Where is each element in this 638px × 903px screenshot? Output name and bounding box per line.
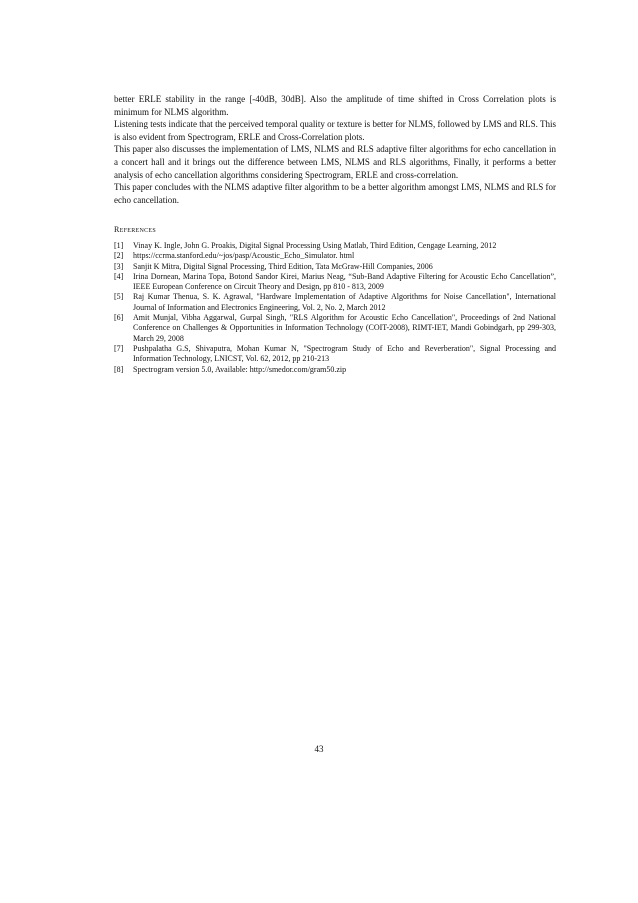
reference-number: [1]: [114, 241, 124, 250]
reference-number: [3]: [114, 261, 124, 271]
reference-text: Raj Kumar Thenua, S. K. Agrawal, "Hardware Implementation of Adaptive Algorithms for Noise Cancellation", International Journal of Information and Electronics Engineering, Vol. 2, No. 2, March 2012: [133, 292, 556, 312]
paragraph: This paper also discusses the implementation of LMS, NLMS and RLS adaptive filter algorithms for echo cancellation in a concert hall and it brings out the difference between LMS, NLMS and RLS algorithms, Finally, it performs a better analysis of echo cancellation algorithms considering Spectrogram, ERLE and cross-correlation.: [114, 144, 556, 180]
reference-item: [114, 292, 556, 313]
page-number: 43: [314, 744, 324, 754]
reference-text: Vinay K. Ingle, John G. Proakis, Digital Signal Processing Using Matlab, Third Edition, Cengage Learning, 2012: [133, 241, 497, 250]
reference-text: Irina Dornean, Marina Topa, Botond Sandor Kirei, Marius Neag, “Sub-Band Adaptive Filtering for Acoustic Echo Cancellation”, IEEE European Conference on Circuit Theory and Design, pp 810 - 813, 2009: [133, 271, 556, 292]
reference-item: [114, 313, 556, 344]
paragraph: This paper concludes with the NLMS adaptive filter algorithm to be a better algorithm amongst LMS, NLMS and RLS for echo cancellation.: [114, 182, 556, 205]
reference-number: [6]: [114, 313, 124, 323]
paragraph: better ERLE stability in the range [-40dB, 30dB]. Also the amplitude of time shifted in Cross Correlation plots is minimum for NLMS algorithm.: [114, 94, 556, 117]
references-list: [114, 241, 556, 375]
reference-text: Spectrogram version 5.0, Available: http://smedor.com/gram50.zip: [133, 364, 347, 374]
reference-text: Sanjit K Mitra, Digital Signal Processing, Third Edition, Tata McGraw-Hill Companies, 2006: [133, 261, 433, 271]
reference-number: [4]: [114, 271, 124, 281]
reference-text: Pushpalatha G.S, Shivaputra, Mohan Kumar N, "Spectrogram Study of Echo and Reverberation", Signal Processing and Information Technology, LNICST, Vol. 62, 2012, pp 210-213: [133, 343, 556, 364]
reference-item: [114, 344, 556, 365]
reference-item: [114, 262, 556, 272]
references-heading: References: [114, 225, 157, 234]
reference-number: [7]: [114, 343, 124, 353]
reference-item: [114, 272, 556, 293]
reference-text: Amit Munjal, Vibha Aggarwal, Gurpal Singh, "RLS Algorithm for Acoustic Echo Cancellation", Proceedings of 2nd National Conference on Challenges & Opportunities in Information Technology (COIT-2008), RIMT-IET, Mandi Gobindgarh, pp 299-303, March 29, 2008: [133, 313, 556, 343]
reference-link[interactable]: https://ccrma.stanford.edu/~jos/pasp/Acoustic_Echo_Simulator. html: [133, 251, 355, 261]
paragraph: Listening tests indicate that the perceived temporal quality or texture is better for NLMS, followed by LMS and RLS. This is also evident from Spectrogram, ERLE and Cross-Correlation plots.: [114, 119, 556, 142]
reference-number: [5]: [114, 292, 124, 302]
reference-item: [114, 241, 556, 251]
reference-item: [114, 251, 556, 261]
reference-number: [8]: [114, 364, 124, 374]
reference-item: [114, 365, 556, 375]
reference-number: [2]: [114, 251, 124, 261]
conclusion-text: [114, 93, 556, 206]
